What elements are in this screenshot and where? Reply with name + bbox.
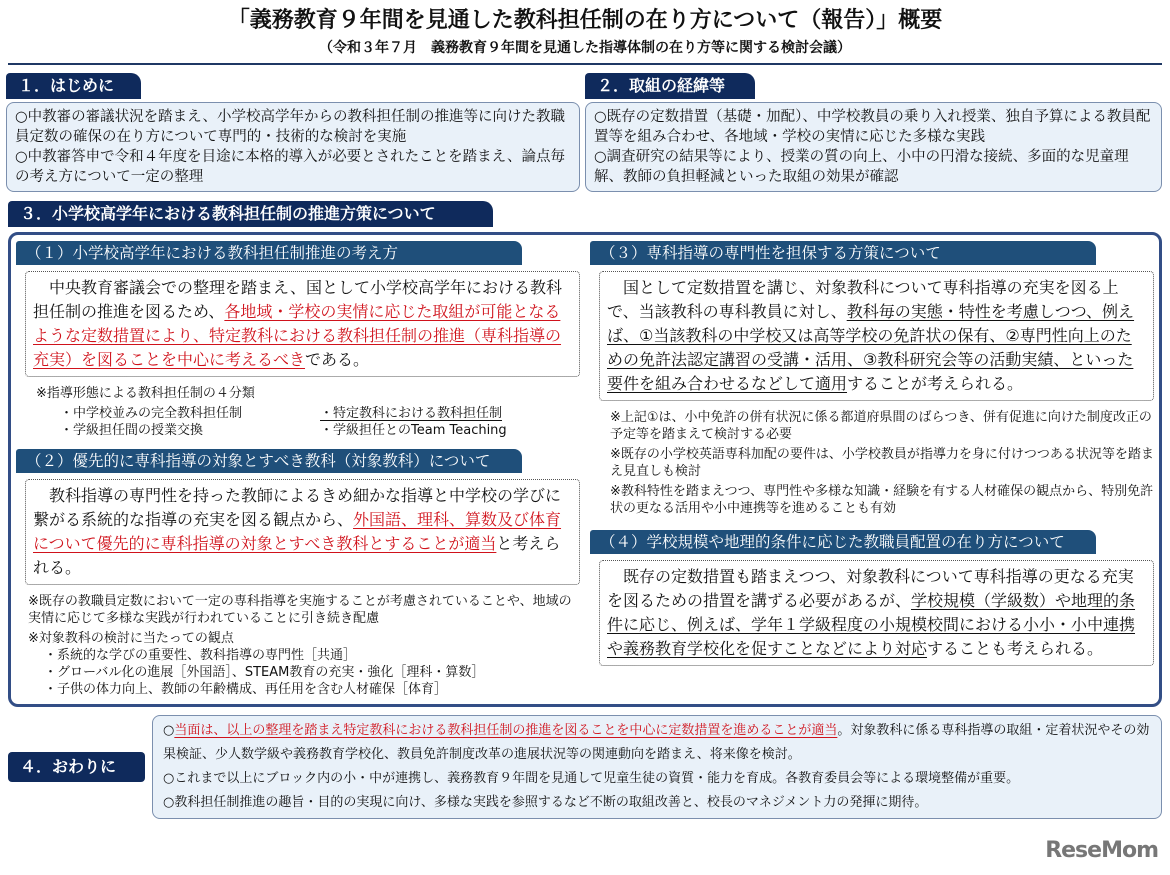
text-segment: ○これまで以上にブロック内の小・中が連携し、義務教育９年間を見通して児童生徒の資質・能力を育成。各教育委員会等による環境整備が重要。 [163, 771, 1020, 786]
underlined-text: 学校規模（学級数）や地理的条件に応じ、例えば、学年１学級程度の小規模校間における小小・小中連携や義務教育学校化を促すことなどにより対応 [607, 591, 1136, 658]
section-2-heading: ２．取組の経緯等 [585, 73, 755, 99]
type-item: ・学級担任間の授業交換 [60, 423, 204, 438]
text-segment: 既存の定数措置も踏まえつつ、対象教科について専科指導の更なる充実を図るための措置を講ずる必要があるが、 [607, 567, 1134, 610]
type-item: ・中学校並みの完全教科担任制 [60, 406, 243, 421]
subsection-2-body [25, 479, 580, 585]
section-1-item: ○中教審答申で令和４年度を目途に本格的導入が必要とされたことを踏まえ、論点毎の考え方について一定の整理 [15, 149, 566, 185]
section-4-heading: ４．おわりに [8, 752, 145, 782]
subsection-3-heading: （３）専科指導の専門性を担保する方策について [590, 241, 1096, 265]
text-segment: 中央教育審議会での整理を踏まえ、国として小学校高学年における教科担任制の推進を図るため、 [33, 278, 562, 321]
section-3-box [8, 232, 1162, 707]
section-4-item [163, 719, 1151, 767]
text-segment: することも考えられる。 [927, 639, 1104, 658]
viewpoint: ・グローバル化の進展［外国語］、STEAM教育の充実・強化［理科・算数］ [44, 665, 485, 680]
text-segment: ○教科担任制推進の趣旨・目的の実現に向け、多様な実践を参照するなど不断の取組改善と、校長のマネジメント力の発揮に期待。 [163, 795, 928, 810]
underlined-text: 教科毎の実態・特性を考慮しつつ、例えば、①当該教科の中学校又は高等学校の免許状の保有、②専門性向上のための免許法認定講習の受講・活用、③教科研究会等の活動実績、といった要件を組み合わせるなどして適用 [607, 302, 1135, 393]
note: ※上記①は、小中免許の併有状況に係る都道府県間のばらつき、併有促進に向けた制度改正の予定等を踏まえて検討する必要 [610, 410, 1152, 442]
resemom-logo: ReseMom [1045, 838, 1158, 863]
section-3-heading: ３．小学校高学年における教科担任制の推進方策について [8, 201, 493, 227]
section-4-item [163, 791, 1151, 815]
note: ※教科特性を踏まえつつ、専門性や多様な知識・経験を有する人材確保の観点から、特別免許状の更なる活用や小中連携等を進めることも有効 [610, 484, 1154, 516]
subsection-4-heading: （４）学校規模や地理的条件に応じた教職員配置の在り方について [590, 530, 1096, 554]
type-item: ・学級担任とのTeam Teaching [320, 423, 507, 438]
highlighted-text: 当面は、以上の整理を踏まえ特定教科における教科担任制の推進を図ることを中心に定数措置を進めることが適当 [174, 723, 838, 738]
subsection-4-body [599, 560, 1154, 666]
section-4-item [163, 767, 1151, 791]
spacer [590, 520, 1154, 530]
note: ※既存の小学校英語専科加配の要件は、小学校教員が指導力を身に付けつつある状況等を踏まえ見直しも検討 [610, 447, 1154, 479]
subsection-2-notes [28, 593, 580, 698]
note: ※既存の教職員定数において一定の専科指導を実施することが考慮されていることや、地域の実情に応じて多様な実践が行われていることに引き続き配慮 [28, 594, 572, 626]
section-4 [8, 715, 1162, 819]
section-2-box [585, 102, 1162, 192]
page-title: 「義務教育９年間を見通した教科担任制の在り方について（報告）」概要 [227, 8, 943, 33]
section-4-box [152, 715, 1162, 819]
page-subtitle: （令和３年７月 義務教育９年間を見通した指導体制の在り方等に関する検討会議） [319, 40, 851, 56]
subsection-1-notes [36, 385, 580, 439]
text-segment: ○ [163, 723, 175, 738]
text-segment: 。対象教科に係る専科指導の取組・定着状況やその効果検証、少人数学級や義務教育学校化、教員免許制度改革の進展状況等の関連動向を踏まえ、将来像を検討。 [163, 723, 1150, 762]
section-2 [585, 73, 1162, 192]
note: ※対象教科の検討に当たっての観点 [28, 631, 234, 646]
type-item: ・特定教科における教科担任制 [320, 406, 503, 421]
intro-row [0, 73, 1170, 192]
section-3-right-column [590, 241, 1154, 698]
subsection-3-notes [610, 409, 1154, 520]
subsection-3-body [599, 271, 1154, 401]
bottom-spacer [0, 819, 1170, 875]
section-1 [6, 73, 580, 192]
subsection-1-heading: （１）小学校高学年における教科担任制推進の考え方 [16, 241, 522, 265]
section-1-item: ○中教審の審議状況を踏まえ、小学校高学年からの教科担任制の推進等に向けた教職員定数の確保の在り方について専門的・技術的な検討を実施 [15, 109, 566, 145]
viewpoint: ・子供の体力向上、教師の年齢構成、再任用を含む人材確保［体育］ [44, 682, 448, 697]
section-2-item: ○既存の定数措置（基礎・加配）、中学校教員の乗り入れ授業、独自予算による教員配置等を組み合わせ、各地域・学校の実情に応じた多様な実践 [594, 109, 1151, 145]
text-segment: と考えられる。 [33, 534, 561, 577]
text-segment: 国として定数措置を講じ、対象教科について専科指導の充実を図る上で、当該教科の専科教員に対し、 [607, 278, 1119, 321]
subsection-1-body [25, 271, 580, 377]
title-divider [8, 63, 1162, 65]
section-1-box [6, 102, 580, 192]
subsection-2-heading: （２）優先的に専科指導の対象とすべき教科（対象教科）について [16, 449, 522, 473]
highlighted-text: 外国語、理科、算数及び体育について優先的に専科指導の対象とすべき教科とすることが適当 [33, 510, 562, 553]
section-3-left-column [16, 241, 580, 698]
highlighted-text: 各地域・学校の実情に応じた取組が可能となるような定数措置により、特定教科における教科担任制の推進（専科指導の充実）を図ることを中心に考えるべき [33, 302, 562, 369]
text-segment: である。 [305, 350, 370, 369]
text-segment: 教科指導の専門性を持った教師によるきめ細かな指導と中学校の学びに繋がる系統的な指導の充実を図る観点から、 [33, 486, 562, 529]
viewpoint: ・系統的な学びの重要性、教科指導の専門性［共通］ [44, 648, 357, 663]
note-title: ※指導形態による教科担任制の４分類 [36, 386, 255, 401]
section-1-heading: １．はじめに [6, 73, 141, 99]
section-2-item: ○調査研究の結果等により、授業の質の向上、小中の円滑な接続、多面的な児童理解、教師の負担軽減といった取組の効果が確認 [594, 149, 1129, 185]
spacer [16, 439, 580, 449]
text-segment: することが考えられる。 [847, 374, 1024, 393]
